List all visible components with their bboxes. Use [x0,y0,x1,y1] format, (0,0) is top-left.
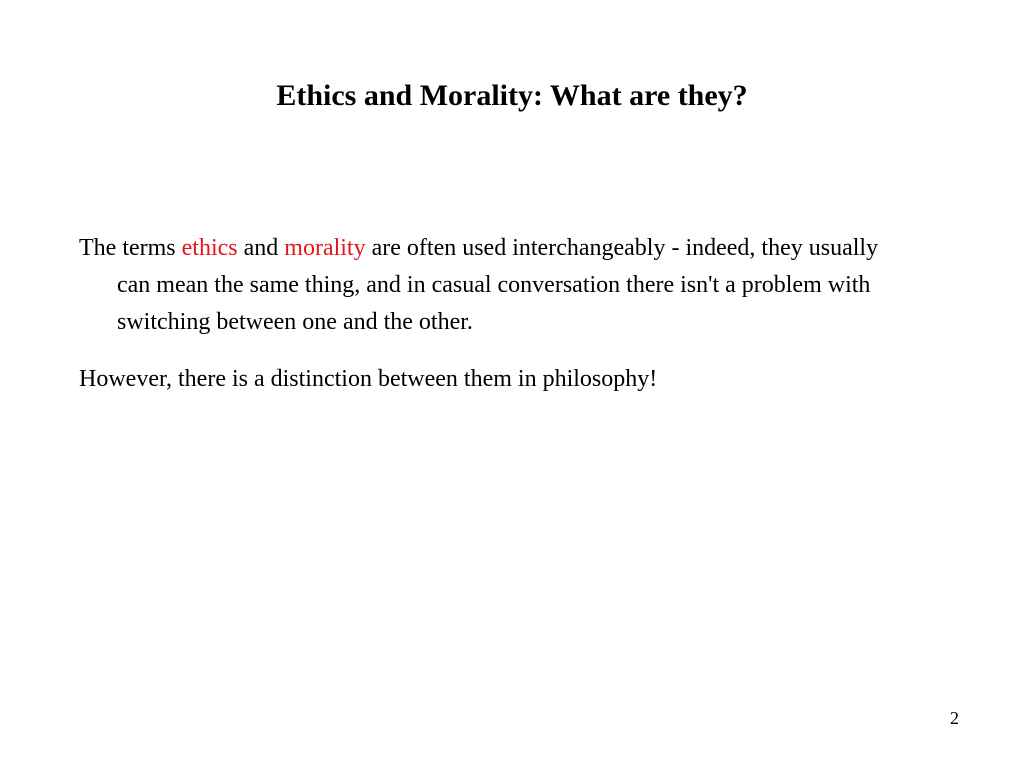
paragraph-rest-text: are often used interchangeably - indeed, they usually can mean the same thing, and in casual conversation there isn't a problem with switching between one and the other. [117,235,879,335]
page-number: 2 [950,708,959,728]
paragraph-intro-text: The terms [79,235,182,261]
slide-body [79,230,909,418]
term-morality: morality [284,235,366,261]
paragraph-terms [79,230,909,341]
paragraph-distinction: However, there is a distinction between them in philosophy! [79,366,658,392]
term-ethics: ethics [181,235,238,261]
conjunction-text: and [237,235,285,261]
slide-title: Ethics and Morality: What are they? [276,79,748,112]
